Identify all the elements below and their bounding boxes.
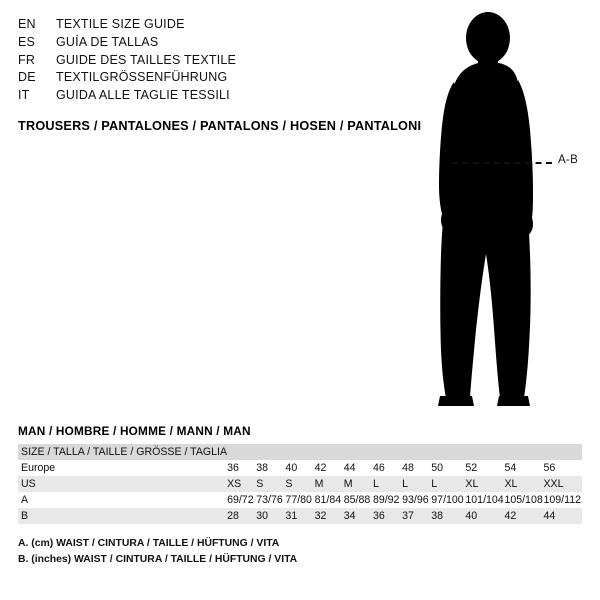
row-label: Europe — [21, 462, 56, 474]
cell — [315, 444, 344, 460]
waist-measure-label: A-B — [558, 154, 579, 166]
table-group-title: MAN / HOMBRE / HOMME / MANN / MAN — [18, 424, 251, 438]
cell: XXL — [543, 476, 582, 492]
cell: 81/84 — [314, 494, 342, 506]
cell: XL — [465, 476, 504, 492]
cell: 73/76 — [256, 494, 283, 506]
language-text: TEXTILGRÖSSENFÜHRUNG — [56, 70, 228, 85]
cell — [256, 444, 285, 460]
table-row — [18, 492, 582, 508]
cell: 52 — [465, 462, 478, 474]
cell: 36 — [227, 462, 239, 474]
cell: 28 — [227, 508, 256, 524]
cell: 54 — [504, 462, 517, 474]
cell: M — [315, 476, 344, 492]
language-code: ES — [18, 34, 36, 49]
cell: 93/96 — [402, 494, 429, 506]
table-row — [18, 476, 582, 492]
size-table-block — [18, 424, 582, 568]
cell: 37 — [402, 508, 431, 524]
cell: 50 — [431, 462, 444, 474]
cell: 85/88 — [343, 494, 371, 506]
cell: 31 — [285, 508, 314, 524]
cell: 89/92 — [372, 494, 400, 506]
cell — [431, 444, 465, 460]
row-label: SIZE / TALLA / TAILLE / GRÖSSE / TAGLIA — [18, 444, 227, 460]
language-text: GUIDA ALLE TAGLIE TESSILI — [56, 88, 230, 102]
cell: 42 — [314, 462, 327, 474]
language-code: EN — [18, 17, 36, 31]
cell — [543, 444, 582, 460]
cell: 42 — [504, 508, 543, 524]
cell: S — [285, 476, 314, 492]
footnote-b: B. (inches) WAIST / CINTURA / TAILLE / HÜFTUNG / VITA — [18, 554, 298, 566]
cell — [344, 444, 373, 460]
man-silhouette-icon — [400, 10, 590, 410]
cell: XS — [227, 476, 256, 492]
row-label: A — [21, 494, 29, 506]
cell: 44 — [343, 462, 356, 474]
category-title: TROUSERS / PANTALONES / PANTALONS / HOSEN / PANTALONI — [18, 118, 422, 133]
table-row — [18, 444, 582, 460]
cell: 69/72 — [227, 494, 254, 506]
footnote-a: A. (cm) WAIST / CINTURA / TAILLE / HÜFTUNG / VITA — [18, 538, 280, 549]
cell: 105/108 — [504, 494, 543, 506]
cell — [285, 444, 314, 460]
cell: 97/100 — [431, 494, 464, 506]
cell: L — [373, 476, 402, 492]
cell — [465, 444, 504, 460]
cell: 101/104 — [465, 494, 504, 506]
table-row — [18, 508, 582, 524]
table-row — [18, 460, 582, 476]
language-text: GUÍA DE TALLAS — [56, 34, 159, 49]
cell: L — [431, 476, 465, 492]
language-code: FR — [18, 52, 36, 67]
waist-measure-line — [452, 162, 552, 164]
cell: L — [402, 476, 431, 492]
cell — [227, 444, 256, 460]
cell — [504, 444, 543, 460]
cell: 109/112 — [543, 494, 581, 506]
cell: 36 — [373, 508, 402, 524]
language-text: TEXTILE SIZE GUIDE — [56, 17, 185, 31]
language-code: IT — [18, 88, 30, 102]
cell: M — [344, 476, 373, 492]
cell: 40 — [285, 462, 298, 474]
cell: 38 — [431, 508, 465, 524]
row-label: US — [18, 476, 227, 492]
footnotes — [18, 536, 582, 568]
cell — [402, 444, 431, 460]
cell: 32 — [315, 508, 344, 524]
language-text: GUIDE DES TAILLES TEXTILE — [56, 52, 237, 67]
cell: 30 — [256, 508, 285, 524]
cell: 77/80 — [285, 494, 312, 506]
cell — [373, 444, 402, 460]
row-label: B — [18, 508, 227, 524]
cell: 44 — [543, 508, 582, 524]
cell: 34 — [344, 508, 373, 524]
cell: 46 — [372, 462, 385, 474]
cell: XL — [504, 476, 543, 492]
cell: S — [256, 476, 285, 492]
size-table — [18, 444, 582, 524]
cell: 38 — [256, 462, 269, 474]
language-code: DE — [18, 70, 36, 85]
cell: 40 — [465, 508, 504, 524]
figure-illustration — [400, 10, 590, 410]
cell: 48 — [402, 462, 414, 474]
cell: 56 — [543, 462, 556, 474]
